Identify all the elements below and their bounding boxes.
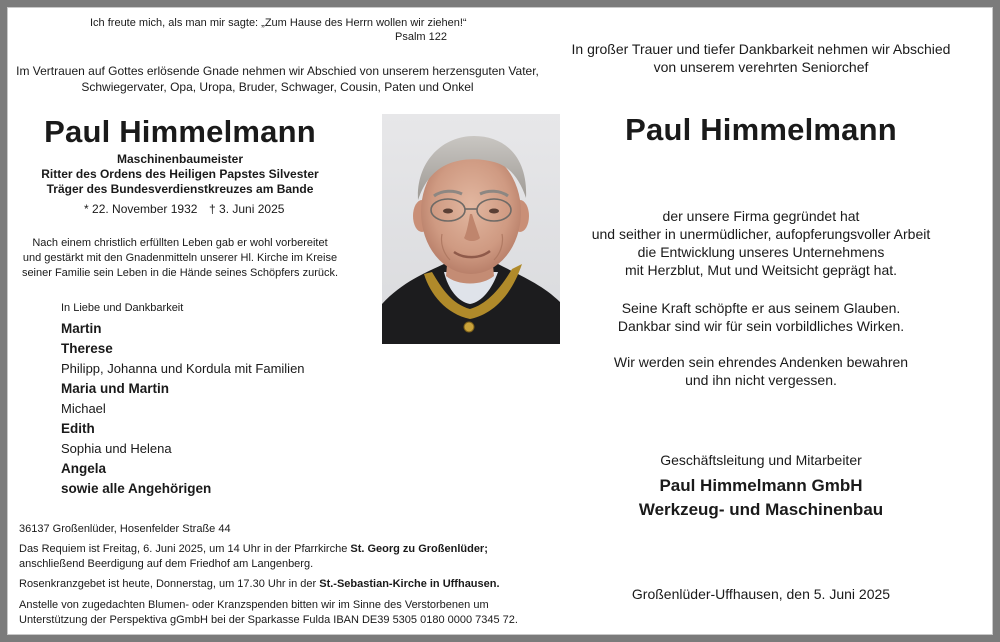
- company-deceased-name: Paul Himmelmann: [625, 112, 897, 147]
- family-member: Sophia und Helena: [61, 441, 172, 456]
- family-member: Edith: [61, 421, 95, 436]
- memory-line-2: und ihn nicht vergessen.: [685, 372, 837, 388]
- tribute-line-3: die Entwicklung unseres Unternehmens: [637, 244, 885, 260]
- birth-date: [84, 201, 197, 217]
- address: 36137 Großenlüder, Hosenfelder Straße 44: [19, 523, 231, 535]
- life-line-1: Nach einem christlich erfüllten Leben gab er wohl vorbereitet: [32, 237, 328, 249]
- signoff: Geschäftsleitung und Mitarbeiter: [660, 452, 862, 468]
- family-member: Philipp, Johanna und Kordula mit Familien: [61, 361, 305, 376]
- title-order: Ritter des Ordens des Heiligen Papstes Silvester: [41, 167, 319, 181]
- memory-line-1: Wir werden sein ehrendes Andenken bewahren: [613, 354, 909, 370]
- tribute-line-2: und seither in unermüdlicher, aufopferungsvoller Arbeit: [591, 226, 931, 242]
- love-intro: In Liebe und Dankbarkeit: [61, 302, 184, 314]
- place-date: Großenlüder-Uffhausen, den 5. Juni 2025: [631, 586, 891, 602]
- portrait-photo: [382, 114, 560, 344]
- family-member: Therese: [61, 341, 113, 356]
- requiem-line-1: [19, 542, 488, 557]
- company-intro-line-2: von unserem verehrten Seniorchef: [653, 59, 869, 75]
- intro-line-1: Im Vertrauen auf Gottes erlösende Gnade nehmen wir Abschied von unserem herzensguten Vater,: [16, 64, 539, 78]
- family-member: Martin: [61, 321, 102, 336]
- company-intro-line-1: In großer Trauer und tiefer Dankbarkeit nehmen wir Abschied: [571, 41, 951, 57]
- death-date-text: 3. Juni 2025: [219, 202, 285, 216]
- company-notice: [565, 0, 1000, 642]
- birth-date-text: 22. November 1932: [92, 202, 198, 216]
- psalm-quote: Ich freute mich, als man mir sagte: „Zum Hause des Herrn wollen wir ziehen!“: [90, 17, 467, 29]
- faith-line-1: Seine Kraft schöpfte er aus seinem Glauben.: [621, 300, 901, 316]
- portrait-illustration: [382, 114, 560, 344]
- cross-icon: †: [209, 202, 216, 216]
- title-award: Träger des Bundesverdienstkreuzes am Bande: [46, 182, 314, 196]
- title-profession: Maschinenbaumeister: [116, 152, 244, 166]
- rosary-church: St.-Sebastian-Kirche in Uffhausen.: [319, 578, 500, 590]
- family-member: Angela: [61, 461, 107, 476]
- family-member: Maria und Martin: [61, 381, 170, 396]
- requiem-church: St. Georg zu Großenlüder;: [350, 543, 488, 555]
- faith-line-2: Dankbar sind wir für sein vorbildliches Wirken.: [617, 318, 905, 334]
- family-member: Michael: [61, 401, 106, 416]
- company-description: Werkzeug- und Maschinenbau: [638, 500, 884, 519]
- tribute-line-1: der unsere Firma gegründet hat: [662, 208, 860, 224]
- requiem-text: Das Requiem ist Freitag, 6. Juni 2025, um 14 Uhr in der Pfarrkirche: [19, 543, 351, 555]
- rosary-line: [19, 577, 500, 592]
- intro-line-2: Schwiegervater, Opa, Uropa, Bruder, Schwager, Cousin, Paten und Onkel: [81, 80, 474, 94]
- tribute-line-4: mit Herzblut, Mut und Weitsicht geprägt hat.: [624, 262, 898, 278]
- life-line-3: seiner Familie sein Leben in die Hände seines Schöpfers zurück.: [21, 267, 339, 279]
- star-icon: *: [84, 202, 89, 216]
- company-name: Paul Himmelmann GmbH: [659, 476, 863, 495]
- donation-line-2: Unterstützung der Perspektiva gGmbH bei der Sparkasse Fulda IBAN DE39 5305 0180 0000 7345 72.: [19, 614, 518, 626]
- family-member: sowie alle Angehörigen: [61, 481, 212, 496]
- life-line-2: und gestärkt mit den Gnadenmitteln unserer Hl. Kirche im Kreise: [22, 252, 338, 264]
- psalm-reference: Psalm 122: [395, 31, 447, 43]
- rosary-text: Rosenkranzgebet ist heute, Donnerstag, um 17.30 Uhr in der: [19, 578, 320, 590]
- family-list: [61, 319, 305, 499]
- death-date: [209, 201, 284, 217]
- deceased-name: Paul Himmelmann: [44, 114, 316, 149]
- requiem-line-2: anschließend Beerdigung auf dem Friedhof am Langenberg.: [19, 558, 314, 570]
- donation-line-1: Anstelle von zugedachten Blumen- oder Kranzspenden bitten wir im Sinne des Verstorbenen um: [19, 599, 489, 611]
